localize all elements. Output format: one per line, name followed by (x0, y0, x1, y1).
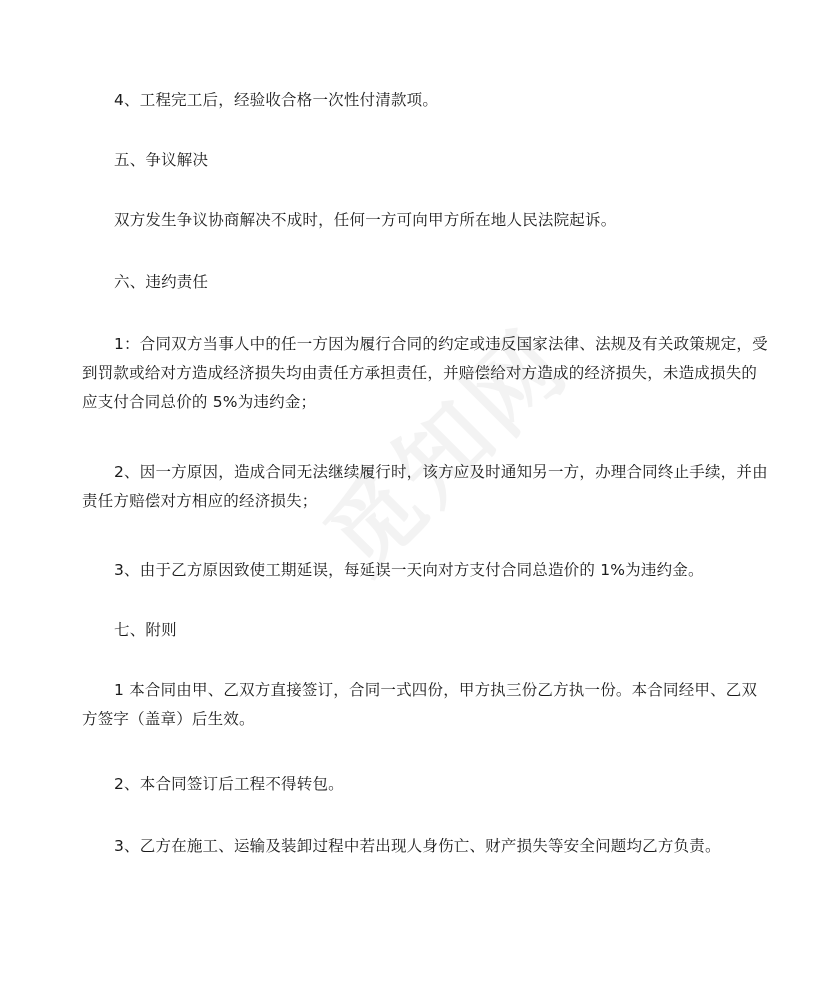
paragraph-breach-clause-3: 3、由于乙方原因致使工期延误，每延误一天向对方支付合同总造价的 1%为违约金。 (114, 561, 704, 579)
section-heading-dispute-resolution: 五、争议解决 (114, 151, 209, 169)
paragraph-supplementary-clause-2: 2、本合同签订后工程不得转包。 (114, 775, 344, 793)
paragraph-supplementary-clause-1: 1 本合同由甲、乙双方直接签订，合同一式四份，甲方执三份乙方执一份。本合同经甲、乙双方签字（盖章）后生效。 (82, 681, 758, 728)
section-heading-supplementary: 七、附则 (114, 621, 177, 639)
paragraph-dispute-resolution: 双方发生争议协商解决不成时，任何一方可向甲方所在地人民法院起诉。 (114, 211, 617, 229)
paragraph-breach-clause-1: 1：合同双方当事人中的任一方因为履行合同的约定或违反国家法律、法规及有关政策规定，受到罚款或给对方造成经济损失均由责任方承担责任，并赔偿给对方造成的经济损失，未造成损失的应支付合同总价的 5%为违约金； (82, 335, 768, 411)
paragraph-payment-clause-4: 4、工程完工后，经验收合格一次性付清款项。 (114, 91, 439, 109)
paragraph-supplementary-clause-3: 3、乙方在施工、运输及装卸过程中若出现人身伤亡、财产损失等安全问题均乙方负责。 (114, 837, 721, 855)
paragraph-breach-clause-2: 2、因一方原因，造成合同无法继续履行时，该方应及时通知另一方，办理合同终止手续，并由责任方赔偿对方相应的经济损失； (82, 463, 768, 510)
section-heading-breach-liability: 六、违约责任 (114, 273, 209, 291)
